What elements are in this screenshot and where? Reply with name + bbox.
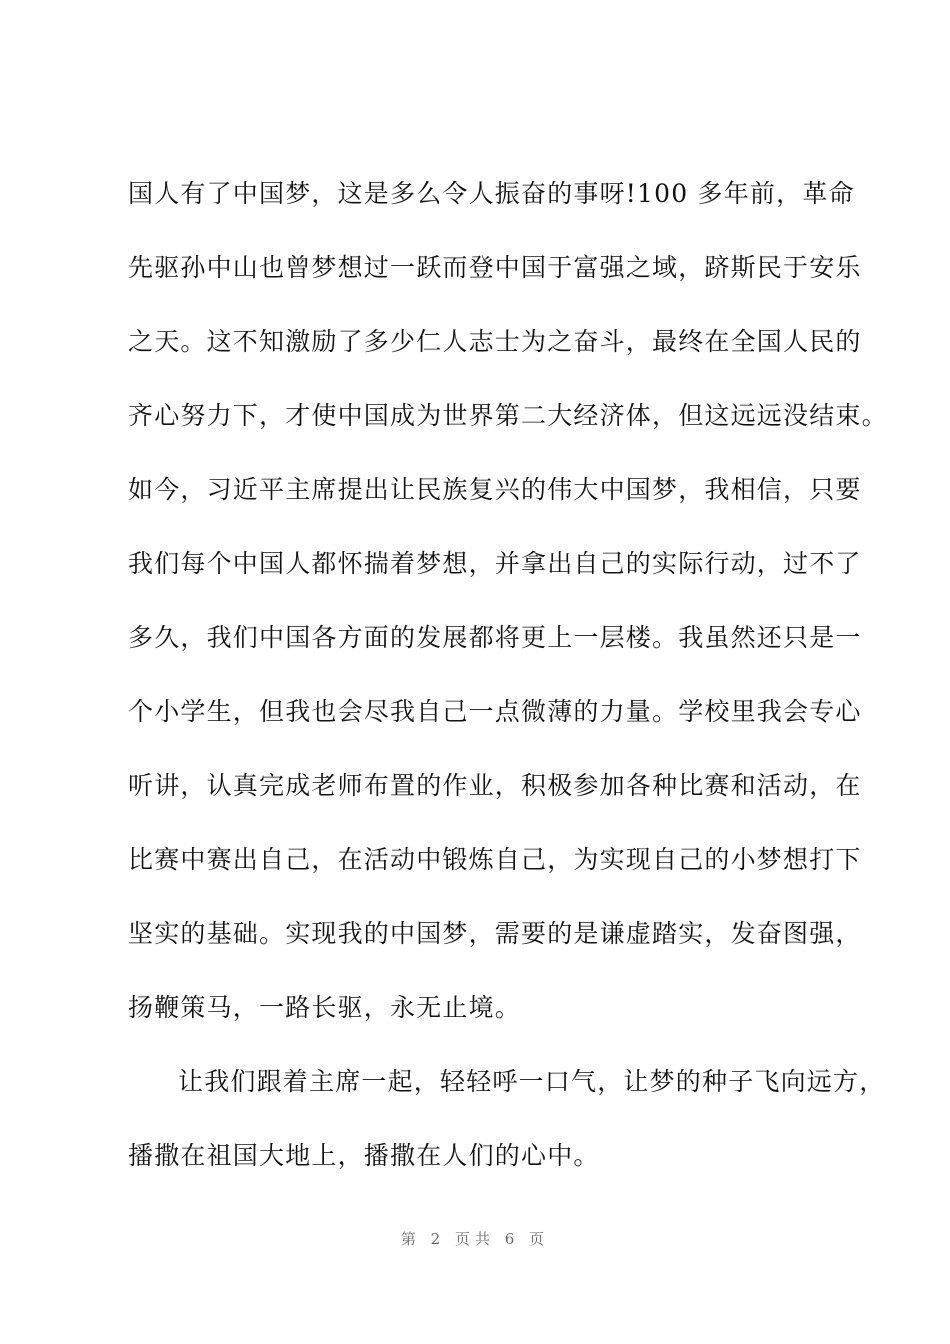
text-line: 国人有了中国梦，这是多么令人振奋的事呀!100 多年前，革命 — [128, 179, 855, 208]
text-line: 扬鞭策马，一路长驱，永无止境。 — [128, 993, 522, 1022]
page-number-footer: 第 2 页共 6 页 — [400, 1230, 550, 1248]
text-line: 比赛中赛出自己，在活动中锻炼自己，为实现自己的小梦想打下 — [128, 845, 862, 874]
text-line: 坚实的基础。实现我的中国梦，需要的是谦虚踏实，发奋图强， — [128, 919, 862, 948]
text-line: 个小学生，但我也会尽我自己一点微薄的力量。学校里我会专心 — [128, 697, 862, 726]
text-line: 让我们跟着主席一起，轻轻呼一口气，让梦的种子飞向远方， — [178, 1067, 886, 1096]
text-line: 多久，我们中国各方面的发展都将更上一层楼。我虽然还只是一 — [128, 623, 862, 652]
text-line: 如今，习近平主席提出让民族复兴的伟大中国梦，我相信，只要 — [128, 475, 862, 504]
text-line: 齐心努力下，才使中国成为世界第二大经济体，但这远远没结束。 — [128, 401, 888, 430]
text-line: 之天。这不知激励了多少仁人志士为之奋斗，最终在全国人民的 — [128, 327, 862, 356]
text-line: 先驱孙中山也曾梦想过一跃而登中国于富强之域，跻斯民于安乐 — [128, 253, 862, 282]
text-line: 听讲，认真完成老师布置的作业，积极参加各种比赛和活动，在 — [128, 771, 862, 800]
text-line: 播撒在祖国大地上，播撒在人们的心中。 — [128, 1141, 600, 1170]
text-line: 我们每个中国人都怀揣着梦想，并拿出自己的实际行动，过不了 — [128, 549, 862, 578]
